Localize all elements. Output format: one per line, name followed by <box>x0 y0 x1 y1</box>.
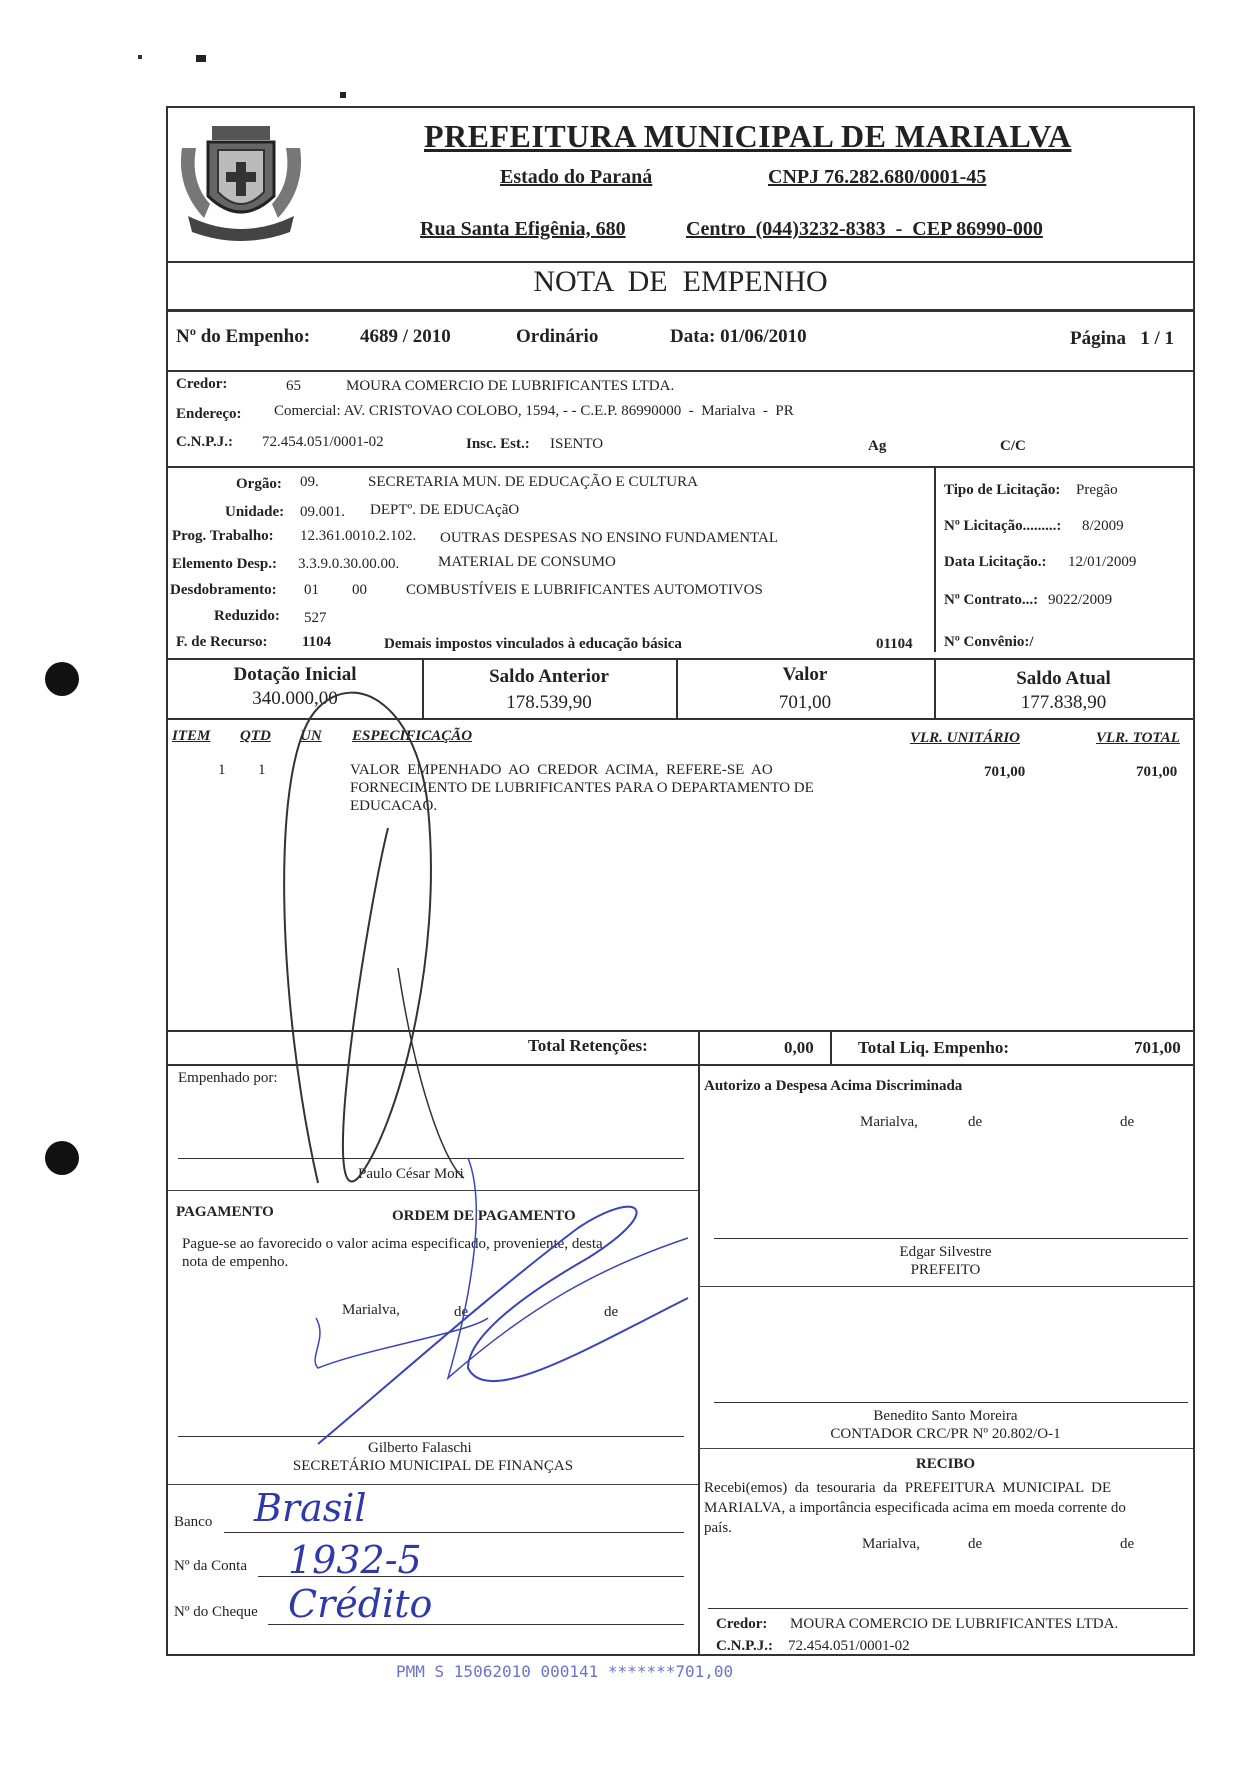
num-licitacao: 8/2009 <box>1082 518 1124 534</box>
secretario-name: Gilberto Falaschi <box>368 1440 472 1456</box>
desd-code1: 01 <box>304 582 319 598</box>
cheque-handwritten: Crédito <box>288 1582 433 1626</box>
desd-code2: 00 <box>352 582 367 598</box>
recibo-credor-label: Credor: <box>716 1616 768 1632</box>
document-title: NOTA DE EMPENHO <box>533 265 828 298</box>
signature-scribbles <box>168 108 1193 1658</box>
saldo-atual-label: Saldo Atual <box>1016 668 1111 689</box>
creditor-cnpj: 72.454.051/0001-02 <box>262 434 384 450</box>
empenho-number-label: Nº do Empenho: <box>176 326 311 347</box>
row-unit-value: 701,00 <box>984 764 1026 780</box>
page-number: Página 1 / 1 <box>1070 328 1174 349</box>
retencoes-value: 0,00 <box>784 1038 814 1057</box>
prog-code: 12.361.0010.2.102. <box>300 528 417 544</box>
insc-label: Insc. Est.: <box>466 436 530 452</box>
autorizo-de2: de <box>1120 1114 1135 1130</box>
conta-label: Nº da Conta <box>174 1558 247 1574</box>
scan-speck <box>340 92 346 98</box>
address-label: Endereço: <box>176 406 242 422</box>
municipality-cnpj: CNPJ 76.282.680/0001-45 <box>768 166 987 188</box>
recibo-label: RECIBO <box>915 1456 976 1472</box>
element-name: MATERIAL DE CONSUMO <box>438 554 616 570</box>
banco-label: Banco <box>174 1514 213 1530</box>
fonte-code: 1104 <box>302 634 332 650</box>
row-item: 1 <box>218 762 226 778</box>
payment-stamp: PMM S 15062010 000141 *******701,00 <box>396 1662 734 1681</box>
creditor-name: MOURA COMERCIO DE LUBRIFICANTES LTDA. <box>346 378 675 394</box>
empenhado-por-label: Empenhado por: <box>178 1070 278 1086</box>
tipo-licitacao-label: Tipo de Licitação: <box>944 482 1061 498</box>
valor-value: 701,00 <box>778 692 832 713</box>
pagamento-marialva: Marialva, <box>342 1302 400 1318</box>
reduzido-label: Reduzido: <box>214 608 280 624</box>
unidade-code: 09.001. <box>300 504 345 520</box>
dotacao-inicial-value: 340.000,00 <box>252 688 338 709</box>
prog-label: Prog. Trabalho: <box>172 528 274 544</box>
prefeito-name: Edgar Silvestre <box>899 1244 992 1260</box>
fonte-number: 01104 <box>876 636 913 652</box>
col-especificacao: ESPECIFICAÇÃO <box>352 728 473 744</box>
ordem-pagamento-label: ORDEM DE PAGAMENTO <box>392 1208 576 1224</box>
unidade-name: DEPTº. DE EDUCAçãO <box>370 502 520 518</box>
account-label: C/C <box>1000 438 1026 454</box>
autorizo-marialva: Marialva, <box>860 1114 918 1130</box>
recibo-text-line: país. <box>704 1520 732 1536</box>
fonte-label: F. de Recurso: <box>176 634 268 650</box>
convenio-label: Nº Convênio:/ <box>944 634 1034 650</box>
pagamento-de2: de <box>604 1304 619 1320</box>
saldo-anterior-label: Saldo Anterior <box>489 666 609 687</box>
autorizo-label: Autorizo a Despesa Acima Discriminada <box>704 1078 963 1094</box>
empenho-date: Data: 01/06/2010 <box>670 326 807 347</box>
tipo-licitacao: Pregão <box>1076 482 1118 498</box>
contrato-label: Nº Contrato...: <box>944 592 1039 608</box>
autorizo-de1: de <box>968 1114 983 1130</box>
row-qtd: 1 <box>258 762 266 778</box>
col-vlr-unitario: VLR. UNITÁRIO <box>910 730 1021 746</box>
agency-label: Ag <box>868 438 887 454</box>
cheque-label: Nº do Cheque <box>174 1604 258 1620</box>
prefeito-cargo: PREFEITO <box>910 1262 981 1278</box>
recibo-de1: de <box>968 1536 983 1552</box>
state-name: Estado do Paraná <box>500 166 653 188</box>
col-un: UN <box>300 728 322 744</box>
pagamento-text-line: nota de empenho. <box>182 1254 289 1270</box>
orgao-code: 09. <box>300 474 319 490</box>
empenho-type: Ordinário <box>516 326 599 347</box>
banco-handwritten: Brasil <box>254 1486 367 1530</box>
creditor-label: Credor: <box>176 376 228 392</box>
contrato-value: 9022/2009 <box>1048 592 1113 608</box>
recibo-cnpj: 72.454.051/0001-02 <box>788 1638 910 1654</box>
saldo-atual-value: 177.838,90 <box>1020 692 1107 713</box>
dotacao-inicial-label: Dotação Inicial <box>233 664 357 685</box>
binder-hole <box>45 662 79 696</box>
col-vlr-total: VLR. TOTAL <box>1096 730 1180 746</box>
scan-speck <box>196 55 206 62</box>
col-item: ITEM <box>172 728 211 744</box>
recibo-marialva: Marialva, <box>862 1536 920 1552</box>
insc-value: ISENTO <box>550 436 604 452</box>
creditor-address: Comercial: AV. CRISTOVAO COLOBO, 1594, - - C.E.P. 86990000 - Marialva - PR <box>274 403 794 419</box>
pagamento-label: PAGAMENTO <box>176 1204 274 1220</box>
contador-cargo: CONTADOR CRC/PR Nº 20.802/O-1 <box>830 1426 1061 1442</box>
recibo-credor: MOURA COMERCIO DE LUBRIFICANTES LTDA. <box>790 1616 1119 1632</box>
empenho-number: 4689 / 2010 <box>360 326 451 347</box>
secretario-cargo: SECRETÁRIO MUNICIPAL DE FINANÇAS <box>292 1458 574 1474</box>
scan-speck <box>138 55 142 59</box>
desd-label: Desdobramento: <box>170 582 277 598</box>
row-espec-line: FORNECIMENTO DE LUBRIFICANTES PARA O DEPARTAMENTO DE <box>350 780 814 796</box>
data-licitacao: 12/01/2009 <box>1068 554 1137 570</box>
pagamento-text-line: Pague-se ao favorecido o valor acima especificado, proveniente, desta <box>182 1236 603 1252</box>
unidade-label: Unidade: <box>225 504 285 520</box>
recibo-de2: de <box>1120 1536 1135 1552</box>
pagamento-de1: de <box>454 1304 469 1320</box>
data-licitacao-label: Data Licitação.: <box>944 554 1047 570</box>
retencoes-label: Total Retenções: <box>528 1036 648 1055</box>
recibo-text-line: MARIALVA, a importância especificada acima em moeda corrente do <box>704 1500 1126 1516</box>
recibo-text-line: Recebi(emos) da tesouraria da PREFEITURA MUNICIPAL DE <box>704 1480 1112 1496</box>
municipality-contact: Centro (044)3232-8383 - CEP 86990-000 <box>686 218 1043 240</box>
recibo-cnpj-label: C.N.P.J.: <box>716 1638 773 1654</box>
empenhado-por-name: Paulo César Mori <box>358 1166 464 1182</box>
saldo-anterior-value: 178.539,90 <box>506 692 592 713</box>
municipality-title: PREFEITURA MUNICIPAL DE MARIALVA <box>424 118 1072 154</box>
row-total-value: 701,00 <box>1136 764 1178 780</box>
num-licitacao-label: Nº Licitação.........: <box>944 518 1062 534</box>
element-code: 3.3.9.0.30.00.00. <box>298 556 400 572</box>
fonte-name: Demais impostos vinculados à educação básica <box>384 636 682 652</box>
nota-empenho-form <box>166 106 1195 1656</box>
conta-handwritten: 1932-5 <box>288 1538 422 1582</box>
prog-name: OUTRAS DESPESAS NO ENSINO FUNDAMENTAL <box>440 530 778 546</box>
reduzido-value: 527 <box>304 610 327 626</box>
creditor-code: 65 <box>286 378 301 394</box>
total-liq-label: Total Liq. Empenho: <box>858 1038 1009 1057</box>
orgao-label: Orgão: <box>236 476 282 492</box>
binder-hole <box>45 1141 79 1175</box>
total-liq-value: 701,00 <box>1134 1038 1181 1057</box>
row-espec-line: EDUCACAO. <box>350 798 438 814</box>
row-espec-line: VALOR EMPENHADO AO CREDOR ACIMA, REFERE-SE AO <box>350 762 773 778</box>
desd-name: COMBUSTÍVEIS E LUBRIFICANTES AUTOMOTIVOS <box>406 582 763 598</box>
valor-label: Valor <box>782 664 828 685</box>
contador-name: Benedito Santo Moreira <box>873 1408 1018 1424</box>
cnpj-label: C.N.P.J.: <box>176 434 233 450</box>
orgao-name: SECRETARIA MUN. DE EDUCAÇÃO E CULTURA <box>368 474 698 490</box>
municipality-address: Rua Santa Efigênia, 680 <box>420 218 626 240</box>
col-qtd: QTD <box>240 728 271 744</box>
element-label: Elemento Desp.: <box>172 556 277 572</box>
